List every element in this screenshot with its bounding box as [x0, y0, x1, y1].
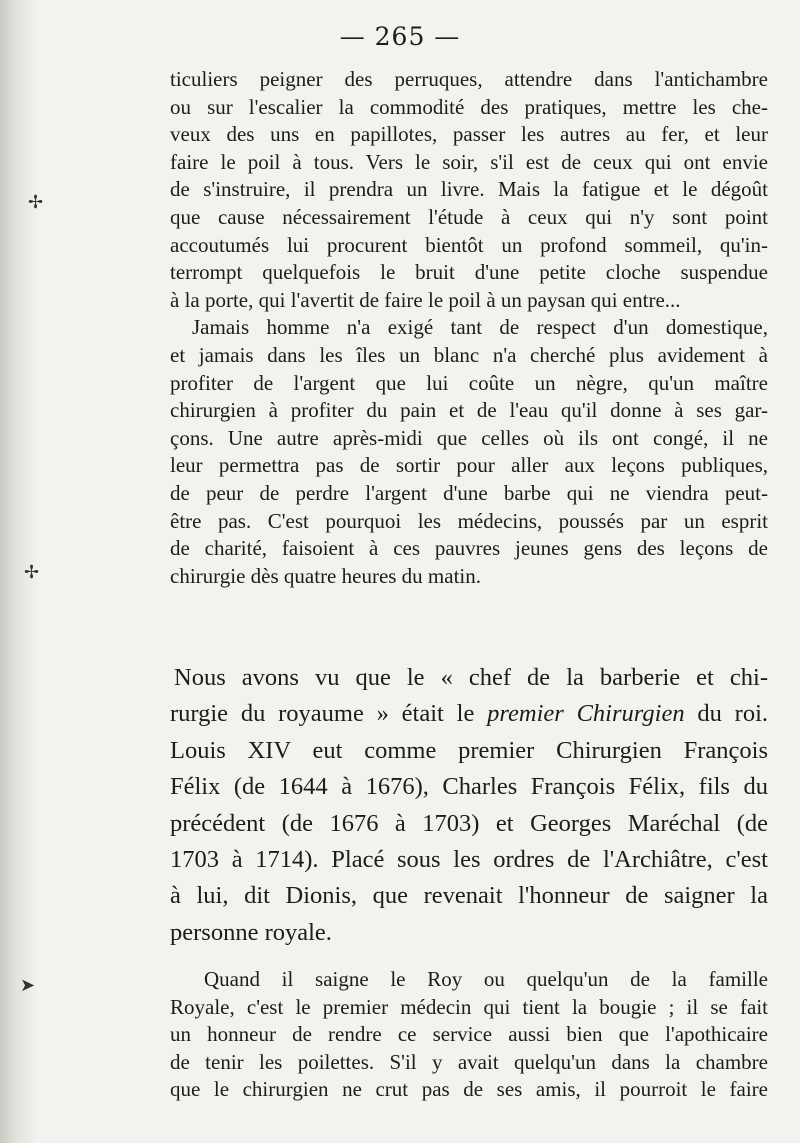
- text-line: un honneur de rendre ce service aussi bien que l'apothicaire: [170, 1022, 768, 1047]
- text-line: leur permettra pas de sortir pour aller aux leçons publiques,: [170, 453, 768, 478]
- body-paragraph: [170, 660, 768, 951]
- text-line: chirurgie dès quatre heures du matin.: [170, 563, 482, 588]
- text-line: que le chirurgien ne crut pas de ses amis, il pourroit le faire: [170, 1077, 768, 1102]
- text-line: de charité, faisoient à ces pauvres jeunes gens des leçons de: [170, 536, 768, 561]
- text-line: que cause nécessairement l'étude à ceux qui n'y sont point: [170, 204, 768, 229]
- quote-block-bottom: [170, 966, 768, 1104]
- text-line: chirurgien à profiter du pain et de l'eau qu'il donne à ses gar-: [170, 398, 768, 423]
- quote-paragraph: [170, 314, 768, 590]
- text-line: ou sur l'escalier la commodité des pratiques, mettre les che-: [170, 94, 768, 119]
- text-line: de s'instruire, il prendra un livre. Mais la fatigue et le dégoût: [170, 177, 768, 202]
- text-line: profiter de l'argent que lui coûte un nègre, qu'un maître: [170, 370, 768, 395]
- text-line: de peur de perdre l'argent d'une barbe qui ne viendra peut-: [170, 480, 768, 505]
- text-line: personne royale.: [170, 918, 332, 946]
- emphasis: premier Chirurgien: [487, 700, 685, 728]
- text-line: précédent (de 1676 à 1703) et Georges Maréchal (de: [170, 809, 768, 837]
- margin-mark: ✢: [24, 562, 40, 583]
- text-line: Royale, c'est le premier médecin qui tient la bougie ; il se fait: [170, 994, 768, 1019]
- text-line: accoutumés lui procurent bientôt un profond sommeil, qu'in-: [170, 232, 768, 257]
- text-line: Nous avons vu que le « chef de la barberie et chi-: [174, 664, 768, 691]
- text-line: ticuliers peigner des perruques, attendre dans l'antichambre: [170, 67, 768, 91]
- text-line: être pas. C'est pourquoi les médecins, poussés par un esprit: [170, 508, 768, 533]
- page-number: — 265 —: [339, 22, 461, 51]
- text-line: 1703 à 1714). Placé sous les ordres de l'Archiâtre, c'est: [170, 846, 768, 874]
- margin-mark: ✢: [28, 192, 44, 213]
- text-line: Félix (de 1644 à 1676), Charles François Félix, fils du: [170, 773, 768, 801]
- quote-block-top: [170, 66, 768, 590]
- text-line: à lui, dit Dionis, que revenait l'honneur de saigner la: [170, 882, 768, 910]
- text-line: Louis XIV eut comme premier Chirurgien François: [170, 736, 768, 764]
- text-line: Jamais homme n'a exigé tant de respect d'un domestique,: [192, 315, 768, 340]
- text-line: et jamais dans les îles un blanc n'a cherché plus avidement à: [170, 342, 768, 367]
- text-line: faire le poil à tous. Vers le soir, s'il est de ceux qui ont envie: [170, 149, 768, 174]
- text-line: de tenir les poilettes. S'il y avait quelqu'un dans la chambre: [170, 1049, 768, 1074]
- text-line: terrompt quelquefois le bruit d'une petite cloche suspendue: [170, 260, 768, 285]
- text-line: rurgie du royaume » était le premier Chirurgien du roi.: [170, 700, 769, 728]
- text-line: Quand il saigne le Roy ou quelqu'un de la famille: [204, 967, 768, 991]
- margin-mark: ➤: [20, 975, 36, 996]
- text-line: veux des uns en papillotes, passer les autres au fer, et leur: [170, 122, 768, 147]
- text-line: çons. Une autre après-midi que celles où ils ont congé, il ne: [170, 425, 768, 450]
- quote-paragraph: [170, 66, 768, 314]
- text-line: à la porte, qui l'avertit de faire le poil à un paysan qui entre...: [170, 287, 681, 312]
